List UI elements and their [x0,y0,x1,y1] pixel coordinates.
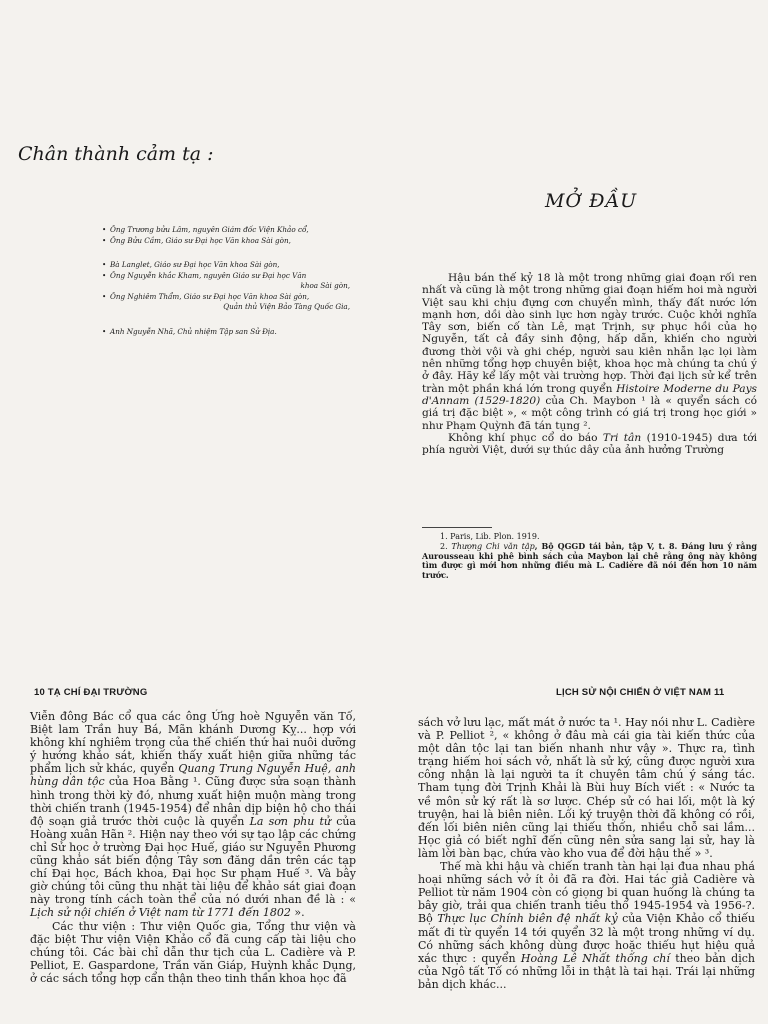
ack-item: • Ông Nguyễn khắc Kham, nguyên Giáo sư Đại học Văn [100,271,350,282]
running-head-right: LỊCH SỬ NỘI CHIẾN Ở VIỆT NAM 11 [556,687,725,698]
ack-item: • Anh Nguyễn Nhã, Chủ nhiệm Tập san Sử Địa. [100,327,350,338]
ack-item: • Ông Nghiêm Thẩm, Giáo sư Đại học Văn khoa Sài gòn, [100,292,350,303]
running-head-left: 10 TẠ CHÍ ĐẠI TRƯỜNG [34,687,148,698]
ack-item-continued: khoa Sài gòn, [300,281,350,290]
body-paragraph: Thế mà khi hậu và chiến tranh tàn hại lại đua nhau phá hoại những sách vở ít ỏi đã ra đời. Hai tác giả Cadière và Pelliot từ năm 1904 còn có giọng bi quan huống là chúng ta bây giờ, trải qua chiến tranh tiêu thổ 1945-1954 và 1956-?. Bộ Thực lục Chính biên đệ nhất kỷ của Viện Khảo cổ thiếu mất đi từ quyển 14 tới quyển 32 là một trong những ví dụ. Có những sách không dùng được hoặc thiếu hụt hiệu quả xác thực : quyển Hoàng Lê Nhất thống chí theo bản dịch của Ngô tất Tố có những lỗi in thật là tai hại. Trái lại những bản dịch khác... [418,860,756,991]
acknowledgements-heading: Chân thành cảm tạ : [18,143,214,165]
footnote-rule [422,527,492,528]
right-column [418,716,755,991]
footnote: 1. Paris, Lib. Plon. 1919. [440,532,540,541]
body-paragraph: Viễn đông Bác cổ qua các ông Ứng hoè Nguyễn văn Tố, Biệt lam Trần huy Bá, Mãn khánh Dương Kỵ... hợp với không khí nghiêm trọng của thế chiến thứ hai nuôi dưỡng ý hướng khảo sát, khiến thấy xuất hiện giữa những tác phẩm lịch sử khác, quyển Quang Trung Nguyễn Huệ, anh hùng dân tộc của Hoa Bằng ¹. Cũng được sửa soạn thành hình trong thời kỳ đó, nhưng xuất hiện muộn màng trong thời chiến tranh (1945-1954) để nhân dịp biện hộ cho thái độ soạn giả trước thời cuộc là quyển La sơn phu tử của Hoàng xuân Hãn ². Hiện nay theo với sự tạo lập các chứng chỉ Sử học ở trường Đại học Huế, giáo sư Nguyễn Phương cũng khảo sát biến động Tây sơn đăng dần trên các tạp chí Đại học, Bách khoa, Đại học Sư phạm Huế ³. Và bây giờ chúng tôi cũng thu nhặt tài liệu để khảo sát giai đoạn này trong tính cách toàn thể của nó dưới nhan đề là : « Lịch sử nội chiến ở Việt nam từ 1771 đến 1802 ». [30,710,357,920]
intro-paragraph: Không khí phục cổ do báo Tri tân (1910-1945) dưa tới phía người Việt, dưới sự thúc dây của ảnh hưởng Trường [422,431,757,457]
body-paragraph: sách vở lưu lạc, mất mát ở nước ta ¹. Hay nói như L. Cadière và P. Pelliot ², « không ở đâu mà cái gia tài kiến thức của một dân tộc lại tan biến nhanh như vậy ». Thực ra, tình trạng hiếm hoi sách vở, nhất là sử ký, cũng được người xưa công nhận là lại người ta ít chuyên tâm chú ý sáng tác. Tham tụng đời Trịnh Khải là Bùi huy Bích viết : « Nước ta về môn sử ký rất là sơ lược. Chép sử có hai lối, một là ký truyện, hai là biên niên. Lối ký truyện thời đã không có rồi, đến lối biên niên cũng lại thiếu thốn, nhiều chỗ sai lầm... Học giả có biết nghĩ đến cũng nên sửa sang lại sử, hay là làm lời bàn bạc, chứa vào kho vua để đời hậu thế » ³. [418,716,755,860]
left-column [30,710,356,985]
intro-body [422,272,757,456]
ack-item: • Ông Bửu Cầm, Giáo sư Đại học Văn khoa Sài gòn, [100,236,350,247]
ack-item: • Bà Langlet, Giáo sư Đại học Văn khoa Sài gòn, [100,260,350,271]
acknowledgements-list [100,225,350,337]
body-paragraph: Các thư viện : Thư viện Quốc gia, Tổng thư viện và đặc biệt Thư viện Viện Khảo cổ đã cung cấp tài liệu cho chúng tôi. Các bài chỉ dẫn thư tịch của L. Cadière và P. Pelliot, E. Gaspardone, Trần văn Giáp, Huỳnh khắc Dụng, ở các sách tổng hợp cẩn thận theo tinh thần khoa học đã [30,919,356,985]
footnote: 2. Thượng Chi văn tập, Bộ QGGD tái bản, tập V, t. 8. Đáng lưu ý rằng Aurousseau khi phê bình sách của Maybon lại chê rằng ông này không tìm được gì mới hơn những điều mà L. Cadière đã nói đến hơn 10 năm trước. [422,540,757,581]
ack-item-continued: Quản thủ Viện Bảo Tàng Quốc Gia, [223,302,350,311]
intro-title: MỞ ĐẦU [545,190,638,212]
ack-item: • Ông Trương bửu Lâm, nguyên Giám đốc Viện Khảo cổ, [100,225,350,236]
footnotes [422,532,757,581]
intro-paragraph: Hậu bán thế kỷ 18 là một trong những giai đoạn rối ren nhất và cũng là một trong những giai đoạn hiếm hoi mà người Việt sau khi chịu đựng cơn chuyển mình, thấy đất nước lớn mạnh hơn, dồi dào sinh lực hơn ngày trước. Cuộc khởi nghĩa Tây sơn, biến cố tàn Lê, mạt Trịnh, sự phục hồi của họ Nguyễn, tất cả đầy sinh động, hấp dẫn, khiến cho người đương thời vội và ghi chép, người sau kiên nhẫn lạc lọi làm nên những tổng hợp chuyên biệt, khoa học mà chúng ta chú ý ở đây. Hãy kể lấy một vài trường hợp. Thời đại lịch sử kể trên tràn một phần khá lớn trong quyển Histoire Moderne du Pays d'Annam (1529-1820) của Ch. Maybon ¹ là « quyển sách có giá trị đặc biệt », « một công trình có giá trị trong học giới » như Phạm Quỳnh đã tán tụng ². [422,272,757,432]
